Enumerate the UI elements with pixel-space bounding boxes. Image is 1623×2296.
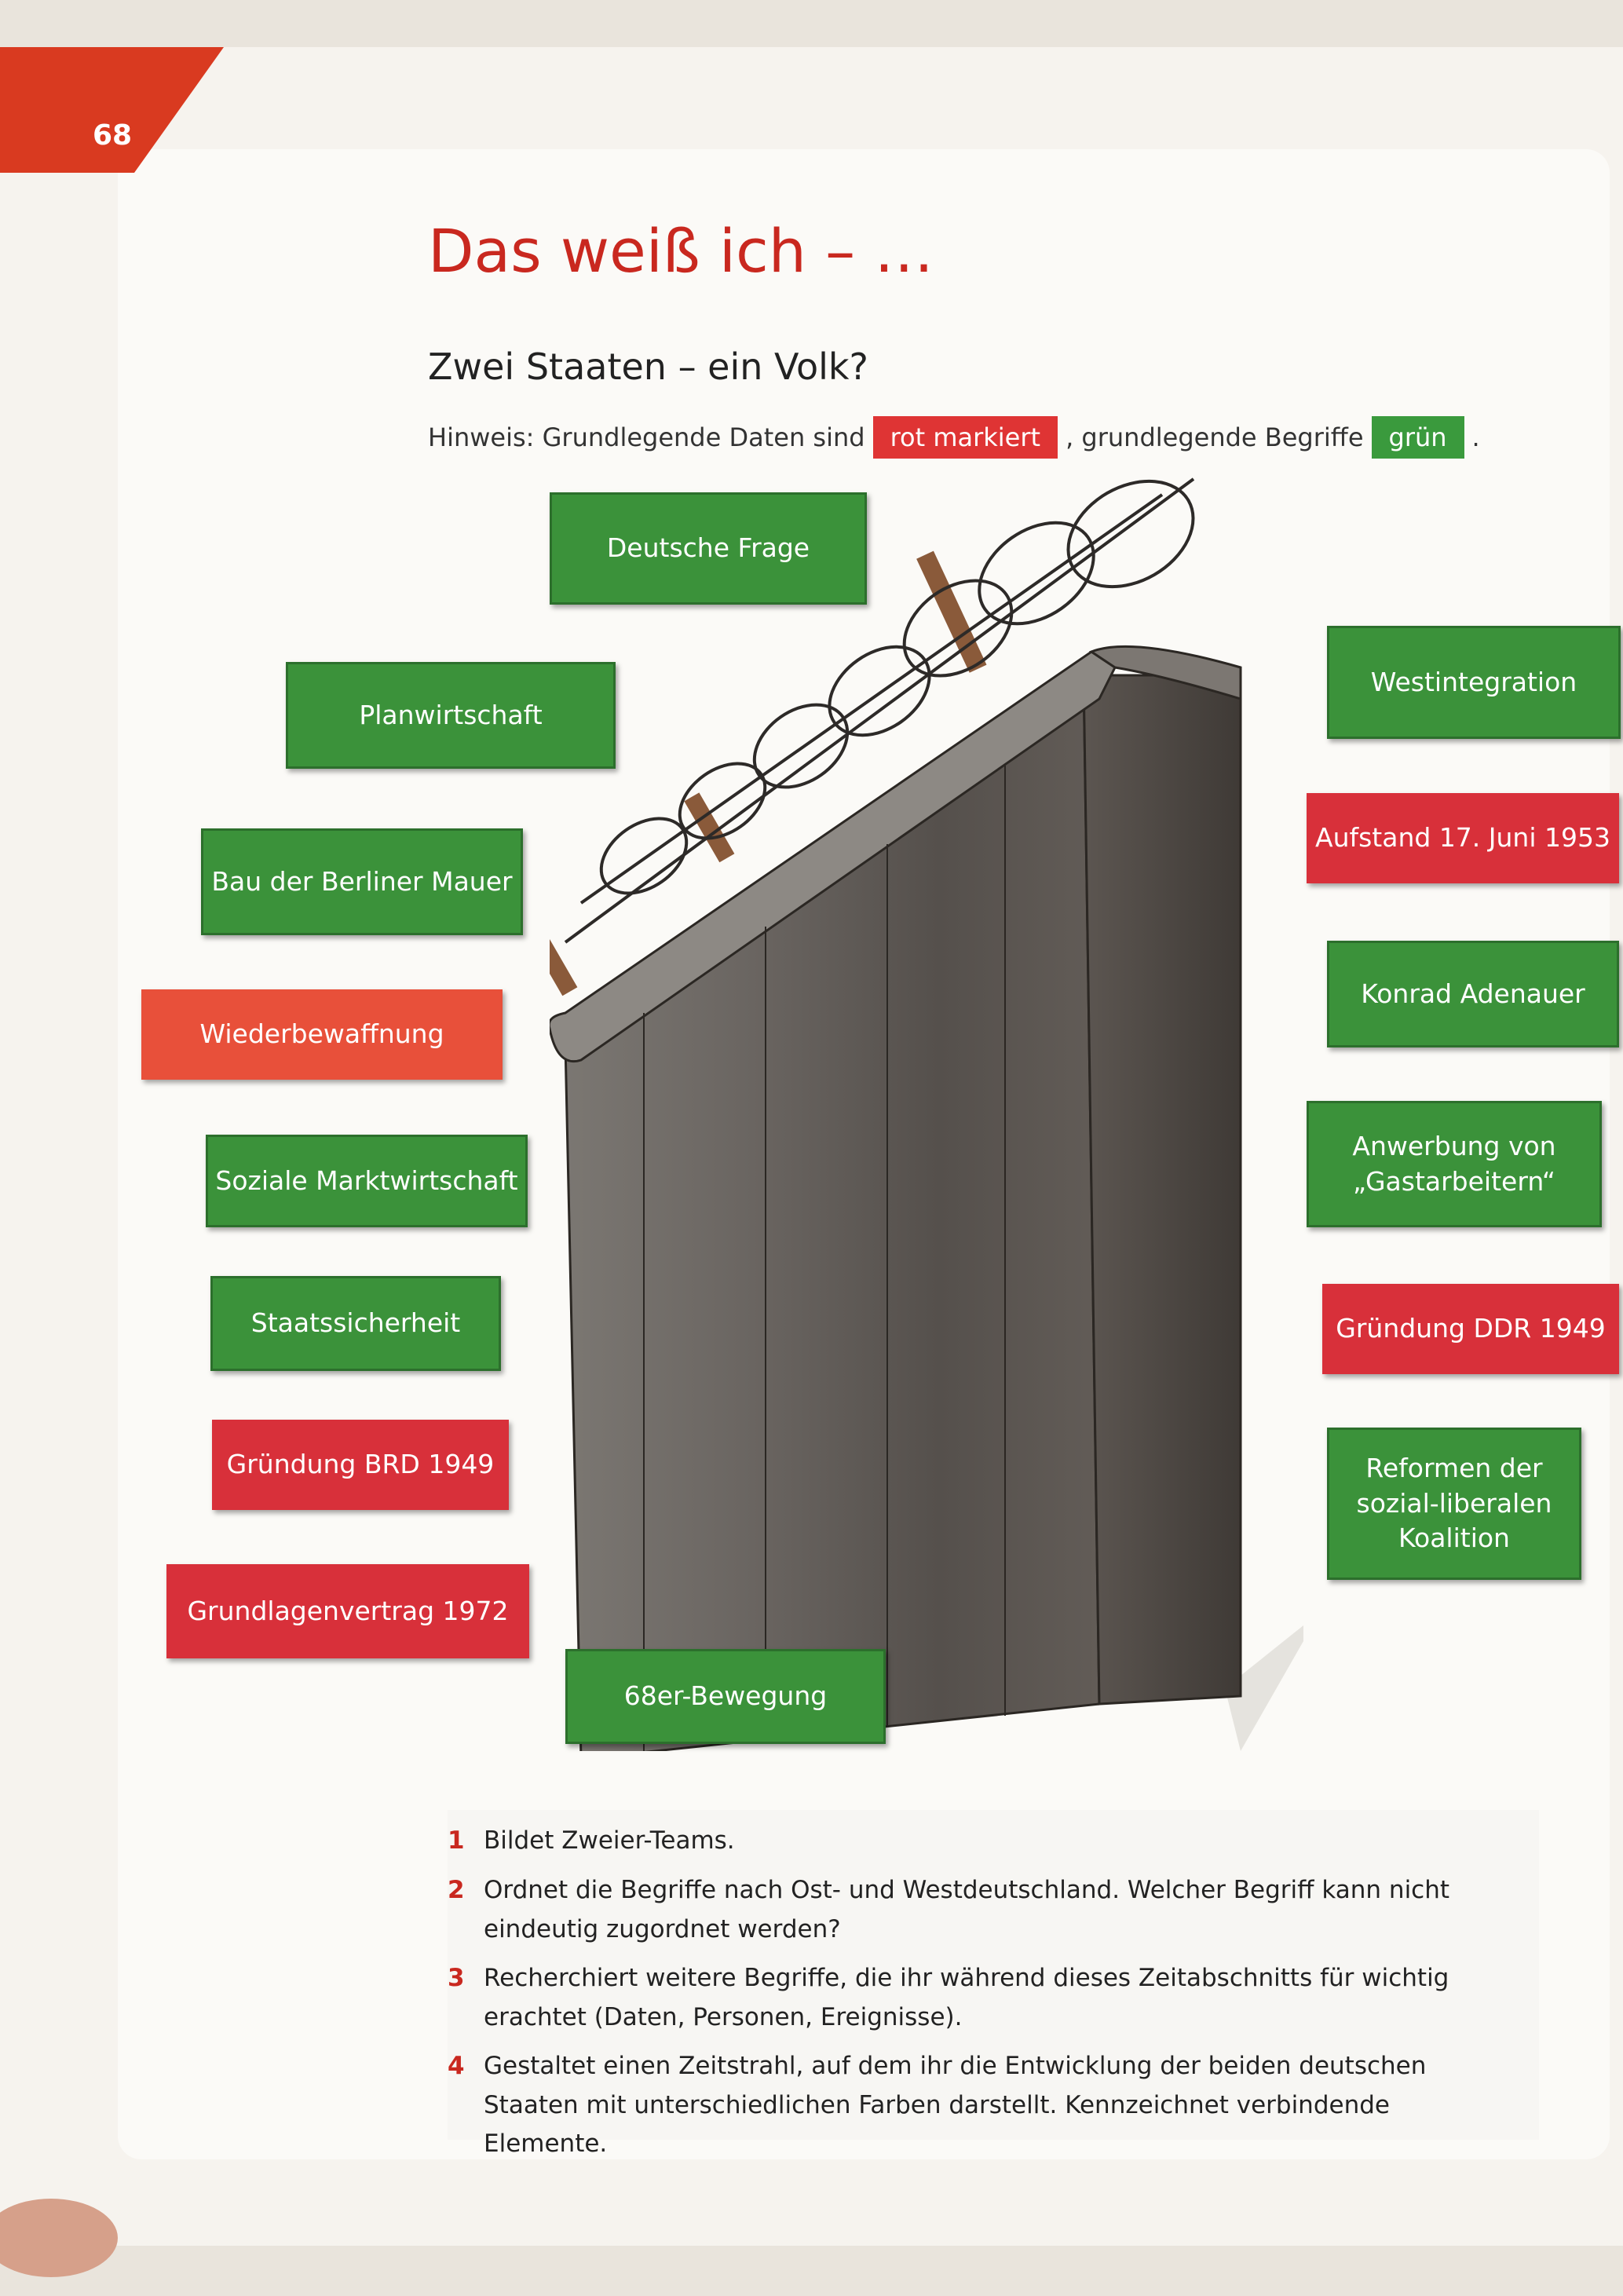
term-konrad-adenauer: Konrad Adenauer xyxy=(1327,941,1619,1047)
term-deutsche-frage: Deutsche Frage xyxy=(550,492,867,605)
term-line: sozial-liberalen xyxy=(1356,1487,1552,1519)
task-text: Ordnet die Begriffe nach Ost- und Westdeutschland. Welcher Begriff kann nicht eindeutig zugordnet werden? xyxy=(484,1876,1450,1943)
task-item xyxy=(448,1822,1512,1861)
term-staatssicherheit: Staatssicherheit xyxy=(210,1276,501,1371)
task-list xyxy=(448,1810,1539,2159)
hint-line xyxy=(428,416,1480,459)
hint-prefix: Hinweis: Grundlegende Daten sind xyxy=(428,422,865,452)
hint-red-chip: rot markiert xyxy=(873,416,1058,459)
task-item xyxy=(448,1959,1512,2037)
term-line: „Gastarbeitern“ xyxy=(1353,1165,1555,1197)
task-text: Recherchiert weitere Begriffe, die ihr während dieses Zeitabschnitts für wichtig erachtet (Daten, Personen, Ereignisse). xyxy=(484,1964,1449,2031)
berlin-wall-illustration xyxy=(550,463,1303,1751)
hint-green-chip: grün xyxy=(1372,416,1464,459)
term-line: Anwerbung von xyxy=(1352,1130,1556,1161)
section-subtitle: Zwei Staaten – ein Volk? xyxy=(428,345,868,388)
term-reformen-sozial-liberale-koalition xyxy=(1327,1428,1581,1580)
task-text: Gestaltet einen Zeitstrahl, auf dem ihr die Entwicklung der beiden deutschen Staaten mit unterschiedlichen Farben darstellt. Kennzeichnet verbindende Elemente. xyxy=(484,2052,1427,2159)
term-anwerbung-gastarbeiter xyxy=(1307,1101,1602,1227)
term-line: Koalition xyxy=(1398,1523,1510,1554)
term-wiederbewaffnung: Wiederbewaffnung xyxy=(141,989,503,1080)
task-number: 1 xyxy=(448,1826,465,1855)
term-line: Reformen der xyxy=(1365,1453,1543,1484)
task-item xyxy=(448,2047,1512,2164)
term-68er-bewegung: 68er-Bewegung xyxy=(565,1649,886,1744)
page-title: Das weiß ich – … xyxy=(428,216,934,286)
task-text: Bildet Zweier-Teams. xyxy=(484,1826,735,1855)
term-bau-der-berliner-mauer: Bau der Berliner Mauer xyxy=(201,828,523,935)
term-planwirtschaft: Planwirtschaft xyxy=(286,662,616,769)
task-item xyxy=(448,1871,1512,1949)
term-westintegration: Westintegration xyxy=(1327,626,1621,739)
term-aufstand-17-juni-1953: Aufstand 17. Juni 1953 xyxy=(1307,793,1619,883)
hint-suffix: . xyxy=(1471,422,1480,452)
term-grundlagenvertrag-1972: Grundlagenvertrag 1972 xyxy=(166,1564,529,1658)
task-number: 4 xyxy=(448,2052,465,2080)
hint-middle: , grundlegende Begriffe xyxy=(1066,422,1364,452)
term-gruendung-ddr-1949: Gründung DDR 1949 xyxy=(1322,1284,1619,1374)
page-number: 68 xyxy=(93,119,133,152)
task-number: 3 xyxy=(448,1964,465,1992)
term-gruendung-brd-1949: Gründung BRD 1949 xyxy=(212,1420,509,1510)
term-soziale-marktwirtschaft: Soziale Marktwirtschaft xyxy=(206,1135,528,1227)
task-number: 2 xyxy=(448,1876,465,1904)
